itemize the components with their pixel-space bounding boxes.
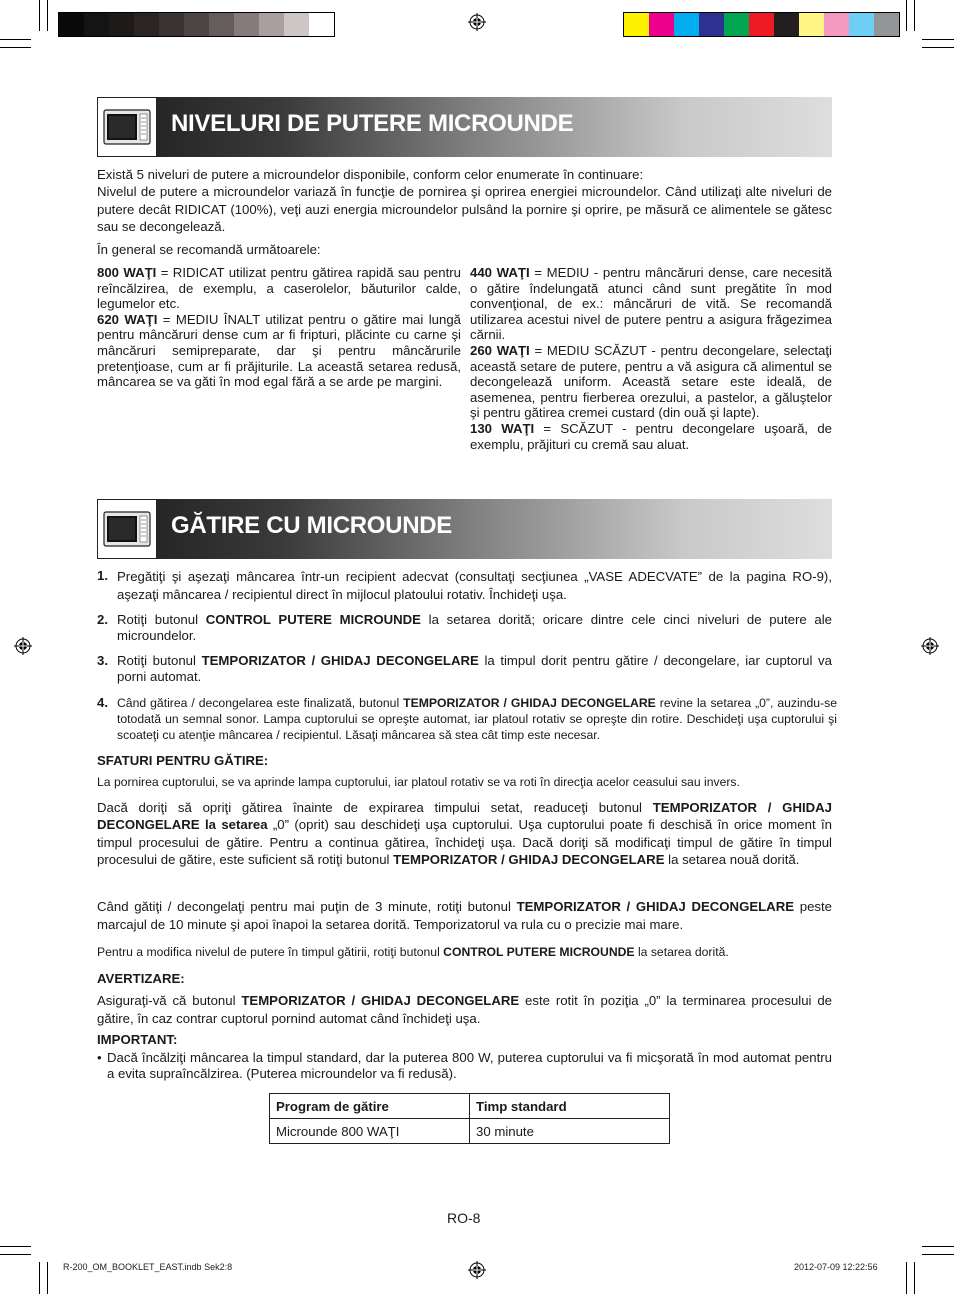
crop-mark [39,1262,40,1294]
crop-mark [914,0,915,31]
section-banner-power-levels [97,97,832,157]
bold-term: TEMPORIZATOR / GHIDAJ DECONGELARE [403,696,656,710]
power-level-item [470,421,832,452]
color-swatch [674,13,699,36]
crop-mark [47,0,48,31]
power-level-item [97,265,461,312]
power-level-item [97,312,461,390]
crop-mark [906,0,907,31]
bold-term: TEMPORIZATOR / GHIDAJ DECONGELARE [393,851,665,867]
power-level-item [470,265,832,343]
color-swatch [234,13,259,36]
color-swatch [309,13,334,36]
crop-mark [922,47,954,48]
color-swatch [849,13,874,36]
color-swatch [134,13,159,36]
bold-term: 260 WAŢI [470,342,530,358]
step-number: 4. [97,695,108,710]
color-swatch [84,13,109,36]
crop-mark [922,1246,954,1247]
text-run: = SCĂZUT - pentru decongelare uşoară, de exemplu, prăjituri cu cremă sau aluat. [470,420,832,452]
process-color-bar [623,12,900,37]
power-levels-right-column [470,265,832,452]
step-text [117,568,832,603]
bold-term: 620 WAŢI [97,311,158,327]
step-number: 1. [97,568,108,583]
crop-mark [0,1246,31,1247]
important-bullet: • [97,1050,102,1065]
important-paragraph: Dacă încălziţi mâncarea la timpul standard, dar la puterea 800 W, puterea cuptorului va fi micşorată în mod automat pentru a evita supraîncălzirea. (Puterea microundelor va fi redusă). [107,1050,832,1081]
warning-heading: AVERTIZARE: [97,971,185,986]
table-cell: Microunde 800 WAŢI [270,1119,470,1144]
color-swatch [874,13,899,36]
section-title: GĂTIRE CU MICROUNDE [171,512,452,539]
registration-mark-icon [921,637,939,655]
color-swatch [159,13,184,36]
crop-mark [922,1254,954,1255]
table-header-cell: Program de gătire [270,1094,470,1119]
text-run: la setarea dorită; oricare dintre cele cinci niveluri de putere ale microundelor. [117,612,833,643]
footer-file-info: R-200_OM_BOOKLET_EAST.indb Sek2:8 [63,1262,233,1272]
table-header-row [270,1094,670,1119]
step-number: 3. [97,653,108,668]
section-banner-microwave-cooking [97,499,832,559]
gray-color-bar [58,12,335,37]
text-run: la setarea dorită. [634,945,729,959]
color-swatch [259,13,284,36]
text-run: Asiguraţi-vă că butonul [97,993,242,1008]
color-swatch [749,13,774,36]
text-run: Rotiţi butonul [117,612,206,627]
table-cell: 30 minute [470,1119,670,1144]
bold-term: TEMPORIZATOR / GHIDAJ DECONGELARE la setarea [97,800,833,833]
tips-heading: SFATURI PENTRU GĂTIRE: [97,753,269,768]
step-text [117,653,832,685]
bold-term: CONTROL PUTERE MICROUNDE [205,612,421,627]
color-swatch [624,13,649,36]
text-run: = RIDICAT utilizat pentru gătirea rapidă sau pentru reîncălzirea, de exemplu, a caserolelor, băuturilor calde, legumelor etc. [97,265,461,312]
page-number: RO-8 [447,1210,481,1226]
crop-mark [0,1254,31,1255]
color-swatch [59,13,84,36]
bold-term: 440 WAŢI [470,265,530,280]
color-swatch [824,13,849,36]
section-title: NIVELURI DE PUTERE MICROUNDE [171,110,574,137]
crop-mark [47,1262,48,1294]
bold-term: TEMPORIZATOR / GHIDAJ DECONGELARE [516,899,795,914]
color-swatch [799,13,824,36]
power-level-item [470,343,832,421]
text-run: = MEDIU SCĂZUT - pentru decongelare, selectaţi această setare de putere, pentru a vă asigura că alimentul se decongelează uniform. Această setare este ideală, de asemenea, pentru fierberea orezului, a pastelor, a găluştelor şi pentru gătirea cremei custard (din ouă şi lapte). [470,342,832,421]
tip-paragraph [97,898,832,933]
color-swatch [184,13,209,36]
tip-paragraph [97,944,837,960]
text-run: este rotit în poziţia „0” la terminarea procesului de gătire, în caz contrar cuptorul pornind automat când închideţi uşa. [97,993,832,1026]
important-heading: IMPORTANT: [97,1032,178,1047]
text-run: la setarea nouă dorită. [664,851,800,867]
bold-term: CONTROL PUTERE MICROUNDE [443,945,635,959]
crop-mark [39,0,40,31]
bold-term: TEMPORIZATOR / GHIDAJ DECONGELARE [201,653,479,668]
text-run: = MEDIU ÎNALT utilizat pentru o gătire mai lungă pentru mâncăruri dense cum ar fi fripturi, plăcinte cu carne şi mâncăruri semipreparate, dar şi pentru mâncărurile pretenţioase, cum ar fi prăjiturile. La aceastã setarea redusă, mâncarea se va găti în mod egal fără a se arde pe margini. [97,311,461,390]
step-text [117,695,837,743]
text-run: la timpul dorit pentru gătire / decongelare, iar cuptorul va porni automat. [117,653,832,684]
text-run: Rotiţi butonul [117,653,202,668]
tip-paragraph: La pornirea cuptorului, se va aprinde lampa cuptorului, iar platoul rotativ se va roti în direcţia acelor ceasului sau invers. [97,775,740,789]
footer-timestamp: 2012-07-09 12:22:56 [794,1262,878,1272]
text-run: Când gătirea / decongelarea este finalizată, butonul [117,696,404,710]
intro-paragraph: Nivelul de putere a microundelor variază în funcţie de pornirea şi oprirea energiei microundelor. Când utilizaţi alte niveluri de putere decât RIDICAT (100%), veţi auzi energia microundelor pulsând la pornire şi oprire, pe măsură ce alimentele se gătesc sau se decongelează. [97,184,832,234]
color-swatch [209,13,234,36]
registration-mark-icon [468,13,486,31]
table-header-cell: Timp standard [470,1094,670,1119]
warning-paragraph [97,992,832,1028]
text-run: „0” (oprit) sau deschideţi uşa cuptorului. Uşa cuptorului poate fi deschisă în orice moment în timpul procesului de gătire. Pentru a continua gătirea, închideţi uşa. Dacă doriţi să modificaţi timpul de gătire în timpul procesului de gătire, este suficient să rotiţi butonul [97,817,832,867]
color-swatch [699,13,724,36]
intro-line-1: Există 5 niveluri de putere a microundelor disponibile, conform celor enumerate în continuare: [97,167,644,182]
intro-block [97,167,832,258]
step-text [117,612,832,644]
microwave-icon [97,97,157,157]
text-run: Când gătiţi / decongelaţi pentru mai puţin de 3 minute, rotiţi butonul [97,899,517,914]
crop-mark [0,39,31,40]
power-levels-left-column [97,265,461,390]
color-swatch [284,13,309,36]
text-run: Pentru a modifica nivelul de putere în timpul gătirii, rotiţi butonul [97,945,444,959]
text-run: peste marcajul de 10 minute şi apoi înapoi la setarea dorită. Temporizatorul va rula cu o precizie mai mare. [97,899,832,932]
bold-term: 800 WAŢI [97,265,157,280]
color-swatch [109,13,134,36]
bold-term: TEMPORIZATOR / GHIDAJ DECONGELARE [241,993,520,1008]
step-number: 2. [97,612,108,627]
table-row [270,1119,670,1144]
standard-time-table [269,1093,670,1144]
registration-mark-icon [468,1261,486,1279]
crop-mark [0,47,31,48]
color-swatch [774,13,799,36]
crop-mark [906,1262,907,1294]
registration-mark-icon [14,637,32,655]
color-swatch [649,13,674,36]
text-run: Dacă doriţi să opriţi gătirea înainte de expirarea timpului setat, readuceţi butonul [97,800,653,815]
text-run: revine la setarea „0”, auzindu-se totodată un semnal sonor. Lampa cuptorului se opreşte automat, iar platoul rotativ se opreşte din rotire. Deschideţi uşa cuptorului şi scoateţi cu atenţie mâncarea / recipientul. Lăsaţi mâncarea să stea cât timp este necesar. [117,696,837,742]
microwave-icon [97,499,157,559]
crop-mark [922,39,954,40]
intro-recommendation: În general se recomandă următoarele: [97,241,321,257]
crop-mark [914,1262,915,1294]
text-run: = MEDIU - pentru mâncăruri dense, care necesită o gătire îndelungată atunci când sunt pregătite în mod convenţional, de ex.: mâncăruri de vită. Se recomandă utilizarea acestui nivel de putere pentru a asigura frăgezimea cărnii. [470,265,832,343]
bold-term: 130 WAŢI [470,420,535,436]
tip-paragraph [97,799,832,868]
color-swatch [724,13,749,36]
text-run: Pregătiţi şi aşezaţi mâncarea într-un recipient adecvat (consultaţi secţiunea „VASE ADECVATE” de la pagina RO-9), aşezaţi mâncarea / recipientul direct în mijlocul platoului rotativ. Închideţi uşa. [117,569,832,602]
